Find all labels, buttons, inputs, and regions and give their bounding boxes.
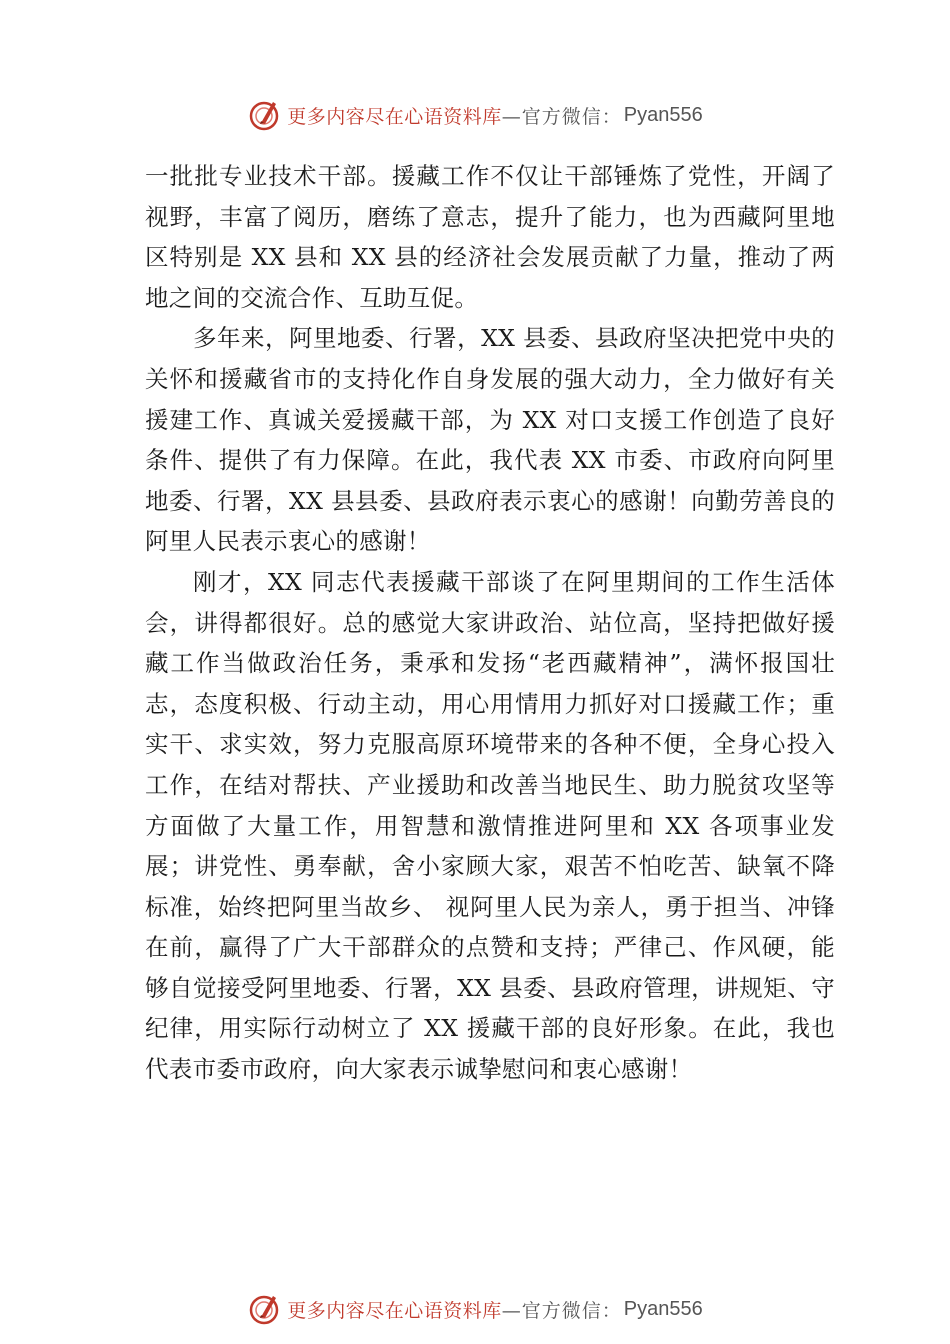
seal-logo-icon xyxy=(247,1291,283,1327)
header-watermark xyxy=(0,95,950,135)
watermark-separator-text: —官方微信： xyxy=(501,1299,622,1322)
watermark-main-text: 更多内容尽在心语资料库 xyxy=(287,105,502,128)
seal-logo-icon xyxy=(247,97,283,133)
paragraph-3: 刚才，XX 同志代表援藏干部谈了在阿里期间的工作生活体会，讲得都很好。总的感觉大家讲政治、站位高，坚持把做好援藏工作当做政治任务，秉承和发扬“老西藏精神”，满怀报国壮志，态度积极、行动主动，用心用情用力抓好对口援藏工作；重实干、求实效，努力克服高原环境带来的各种不便，全身心投入工作，在结对帮扶、产业援助和改善当地民生、助力脱贫攻坚等方面做了大量工作，用智慧和激情推进阿里和 XX 各项事业发展；讲党性、勇奉献，舍小家顾大家，艰苦不怕吃苦、缺氧不降标准，始终把阿里当故乡、 视阿里人民为亲人，勇于担当、冲锋在前，赢得了广大干部群众的点赞和支持；严律己、作风硬，能够自觉接受阿里地委、行署，XX 县委、县政府管理，讲规矩、守纪律，用实际行动树立了 XX 援藏干部的良好形象。在此，我也代表市委市政府，向大家表示诚挚慰问和衷心感谢！ xyxy=(145,567,835,1084)
paragraph-2: 多年来，阿里地委、行署，XX 县委、县政府坚决把党中央的关怀和援藏省市的支持化作自身发展的强大动力，全力做好有关援建工作、真诚关爱援藏干部，为 XX 对口支援工作创造了良好条件、提供了有力保障。在此，我代表 XX 市委、市政府向阿里地委、行署，XX 县县委、县政府表示衷心的感谢！向勤劳善良的阿里人民表示衷心的感谢！ xyxy=(145,324,835,556)
footer-watermark xyxy=(0,1289,950,1329)
paragraph-1: 一批批专业技术干部。援藏工作不仅让干部锤炼了党性，开阔了视野，丰富了阅历，磨练了意志，提升了能力，也为西藏阿里地区特别是 XX 县和 XX 县的经济社会发展贡献了力量，推动了两地之间的交流合作、互助互促。 xyxy=(145,162,835,312)
watermark-wechat-id: Pyan556 xyxy=(623,1297,703,1320)
document-body xyxy=(145,156,835,1090)
watermark-main-text: 更多内容尽在心语资料库 xyxy=(287,1299,502,1322)
watermark-wechat-id: Pyan556 xyxy=(623,103,703,126)
watermark-separator-text: —官方微信： xyxy=(501,105,622,128)
